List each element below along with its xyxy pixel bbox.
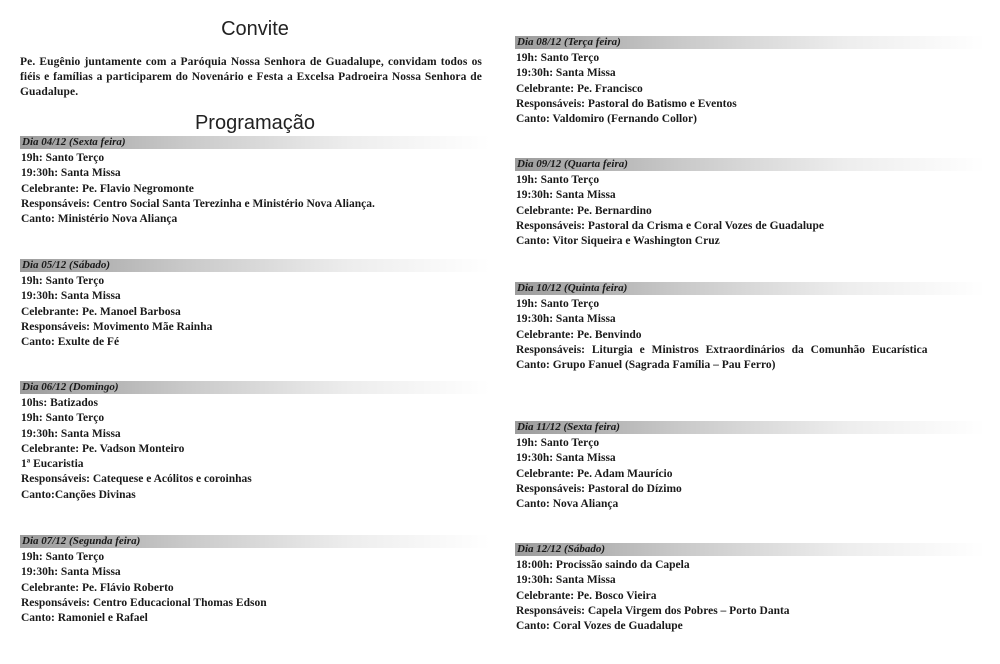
day-block [515, 36, 985, 127]
schedule-line: Responsáveis: Pastoral do Batismo e Eventos [516, 97, 737, 110]
schedule-line: 19h: Santo Terço [516, 52, 600, 64]
schedule-line: Canto: Ministério Nova Aliança [21, 213, 178, 226]
schedule-line: 19h: Santo Terço [516, 174, 600, 186]
schedule-line: 19:30h: Santa Missa [21, 427, 121, 440]
day-header: Dia 07/12 (Segunda feira) [20, 535, 490, 548]
schedule-line: 1ª Eucaristia [21, 458, 84, 471]
schedule-line: Celebrante: Pe. Benvindo [516, 328, 642, 341]
day-block [20, 259, 490, 350]
schedule-line: 19:30h: Santa Missa [21, 290, 121, 303]
schedule-line: Responsáveis: Movimento Mãe Rainha [21, 320, 213, 333]
schedule-line: Responsáveis: Pastoral do Dízimo [516, 482, 682, 495]
day-block [515, 543, 985, 634]
invitation-intro: Pe. Eugênio juntamente com a Paróquia Nossa Senhora de Guadalupe, convidam todos os fiéis e famílias a participarem do Novenário e Festa a Excelsa Padroeira Nossa Senhora de Guadalupe. [20, 56, 482, 98]
schedule-line: Canto: Exulte de Fé [21, 336, 120, 349]
day-header: Dia 10/12 (Quinta feira) [515, 282, 985, 295]
invitation-title: Convite [221, 18, 289, 40]
schedule-line: 19h: Santo Terço [21, 551, 105, 563]
schedule-line: Celebrante: Pe. Francisco [516, 82, 643, 95]
day-header: Dia 05/12 (Sábado) [20, 259, 490, 272]
schedule-line: Canto: Nova Aliança [516, 498, 619, 511]
day-header: Dia 06/12 (Domingo) [20, 381, 490, 394]
day-block [20, 381, 490, 503]
schedule-line: 19:30h: Santa Missa [516, 189, 616, 202]
schedule-line: Canto:Canções Divinas [21, 488, 136, 501]
day-header: Dia 08/12 (Terça feira) [515, 36, 985, 49]
schedule-line: 19h: Santo Terço [516, 298, 600, 310]
schedule-line: 19h: Santo Terço [21, 275, 105, 287]
day-block [20, 136, 490, 227]
day-block [515, 421, 985, 512]
day-header: Dia 12/12 (Sábado) [515, 543, 985, 556]
schedule-line: 19:30h: Santa Missa [516, 452, 616, 465]
day-block [515, 282, 985, 373]
schedule-line: Celebrante: Pe. Flávio Roberto [21, 581, 174, 594]
schedule-line: Canto: Grupo Fanuel (Sagrada Família – Pau Ferro) [516, 359, 776, 372]
schedule-line: Responsáveis: Centro Educacional Thomas Edson [21, 596, 267, 609]
schedule-line: Celebrante: Pe. Vadson Monteiro [21, 442, 185, 455]
schedule-line: Celebrante: Pe. Bernardino [516, 204, 652, 217]
day-header: Dia 11/12 (Sexta feira) [515, 421, 985, 434]
schedule-line: Celebrante: Pe. Flavio Negromonte [21, 182, 194, 195]
schedule-line: 19:30h: Santa Missa [516, 574, 616, 587]
day-block [515, 158, 985, 249]
schedule-line: 19h: Santo Terço [516, 437, 600, 449]
day-header: Dia 09/12 (Quarta feira) [515, 158, 985, 171]
program-subtitle: Programação [194, 112, 316, 134]
schedule-line: Canto: Vitor Siqueira e Washington Cruz [516, 235, 720, 248]
schedule-line: Celebrante: Pe. Manoel Barbosa [21, 305, 181, 318]
schedule-line: Canto: Ramoniel e Rafael [21, 612, 148, 625]
day-block [20, 535, 490, 626]
schedule-line: 19h: Santo Terço [21, 412, 105, 425]
schedule-line: 19:30h: Santa Missa [516, 67, 616, 80]
schedule-line: 19h: Santo Terço [21, 152, 105, 164]
schedule-line: Celebrante: Pe. Adam Maurício [516, 467, 673, 480]
schedule-line: Canto: Coral Vozes de Guadalupe [516, 620, 683, 633]
schedule-line: 19:30h: Santa Missa [21, 566, 121, 579]
schedule-line: Responsáveis: Centro Social Santa Terezinha e Ministério Nova Aliança. [21, 197, 375, 210]
schedule-line: Responsáveis: Catequese e Acólitos e coroinhas [21, 473, 252, 486]
day-header: Dia 04/12 (Sexta feira) [20, 136, 490, 149]
schedule-line: Responsáveis: Liturgia e Ministros Extraordinários da Comunhão Eucarística [516, 343, 928, 356]
schedule-line: 19:30h: Santa Missa [21, 167, 121, 180]
schedule-line: 19:30h: Santa Missa [516, 313, 616, 326]
schedule-line: Responsáveis: Capela Virgem dos Pobres – Porto Danta [516, 604, 790, 617]
schedule-line: 18:00h: Procissão saindo da Capela [516, 559, 690, 571]
schedule-line: Responsáveis: Pastoral da Crisma e Coral Vozes de Guadalupe [516, 219, 824, 232]
schedule-line: Celebrante: Pe. Bosco Vieira [516, 589, 657, 602]
schedule-line: Canto: Valdomiro (Fernando Collor) [516, 113, 697, 126]
schedule-line: 10hs: Batizados [21, 397, 98, 409]
